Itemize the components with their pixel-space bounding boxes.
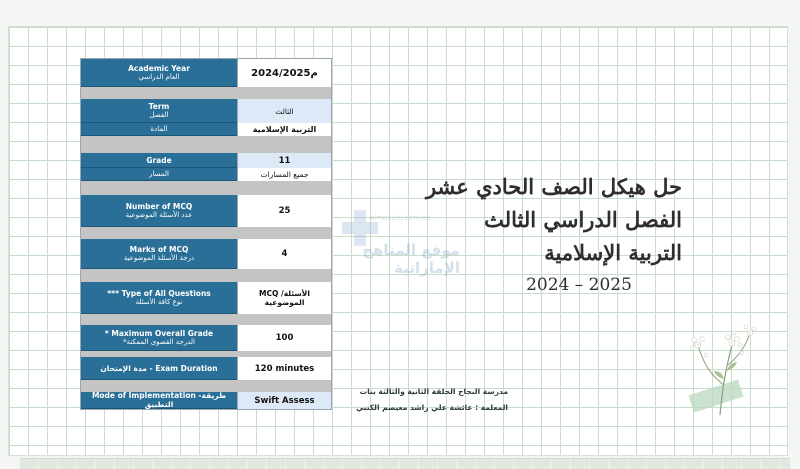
flower-decoration-icon [680,315,760,425]
grade-label: Grade [81,153,237,168]
row-question-type [81,282,331,314]
school-name: مدرسة النجاح الحلقة الثانية والثالثة بنات [359,387,508,396]
mode-label: Mode of Implementation -طريقة التطبيق [81,392,237,409]
question-type-label: *** Type of All Questions نوع كافة الأسئلة [81,282,237,314]
term-value: الثالث [237,99,331,123]
subject-label: المادة [81,123,237,136]
academic-years: 2024 – 2025 [526,275,632,295]
row-gap [81,136,331,153]
subject-value: التربية الإسلامية [237,123,331,136]
duration-value: 120 minutes [237,357,331,380]
duration-label: مدة الإمتحان - Exam Duration [81,357,237,380]
row-duration [81,357,331,380]
question-type-value: MCQ /الأسئلة الموضوعية [237,282,331,314]
row-max-grade [81,325,331,351]
row-gap [81,181,331,195]
teacher-name: المعلمة : عائشة علي راشد معيصم الكتبي [356,403,508,412]
row-gap [81,269,331,282]
mcq-count-label: Number of MCQ عدد الأسئلة الموضوعية [81,195,237,227]
mode-value: Swift Assess [237,392,331,409]
row-mcq-count [81,195,331,227]
row-term [81,99,331,123]
max-grade-value: 100 [237,325,331,351]
mcq-count-value: 25 [237,195,331,227]
title-line-2: الفصل الدراسي الثالث [484,207,682,232]
track-label: المسار [81,168,237,181]
row-track [81,168,331,181]
row-gap [81,87,331,99]
exam-structure-table [80,58,332,410]
document-title [362,170,682,269]
row-gap [81,314,331,325]
track-value: جميع المسارات [237,168,331,181]
title-line-3: التربية الإسلامية [544,240,682,265]
footer-credits [248,384,508,416]
row-gap [81,227,331,239]
mcq-marks-value: 4 [237,239,331,269]
watermark-url: almanahj.com/ae [370,214,431,222]
academic-year-value: 2024/2025م [237,59,331,87]
term-label: Term الفصل [81,99,237,123]
row-subject [81,123,331,136]
max-grade-label: * Maximum Overall Grade *الدرجة القصوى الممكنة [81,325,237,351]
grade-value: 11 [237,153,331,168]
row-grade [81,153,331,168]
next-page-strip [20,458,790,469]
watermark-text: موقع المناهج الإماراتية [362,241,460,277]
row-academic-year [81,59,331,87]
mcq-marks-label: Marks of MCQ درجة الأسئلة الموضوعية [81,239,237,269]
row-mcq-marks [81,239,331,269]
academic-year-label: Academic Year العام الدراسي [81,59,237,87]
title-line-1: حل هيكل الصف الحادي عشر [425,174,682,199]
